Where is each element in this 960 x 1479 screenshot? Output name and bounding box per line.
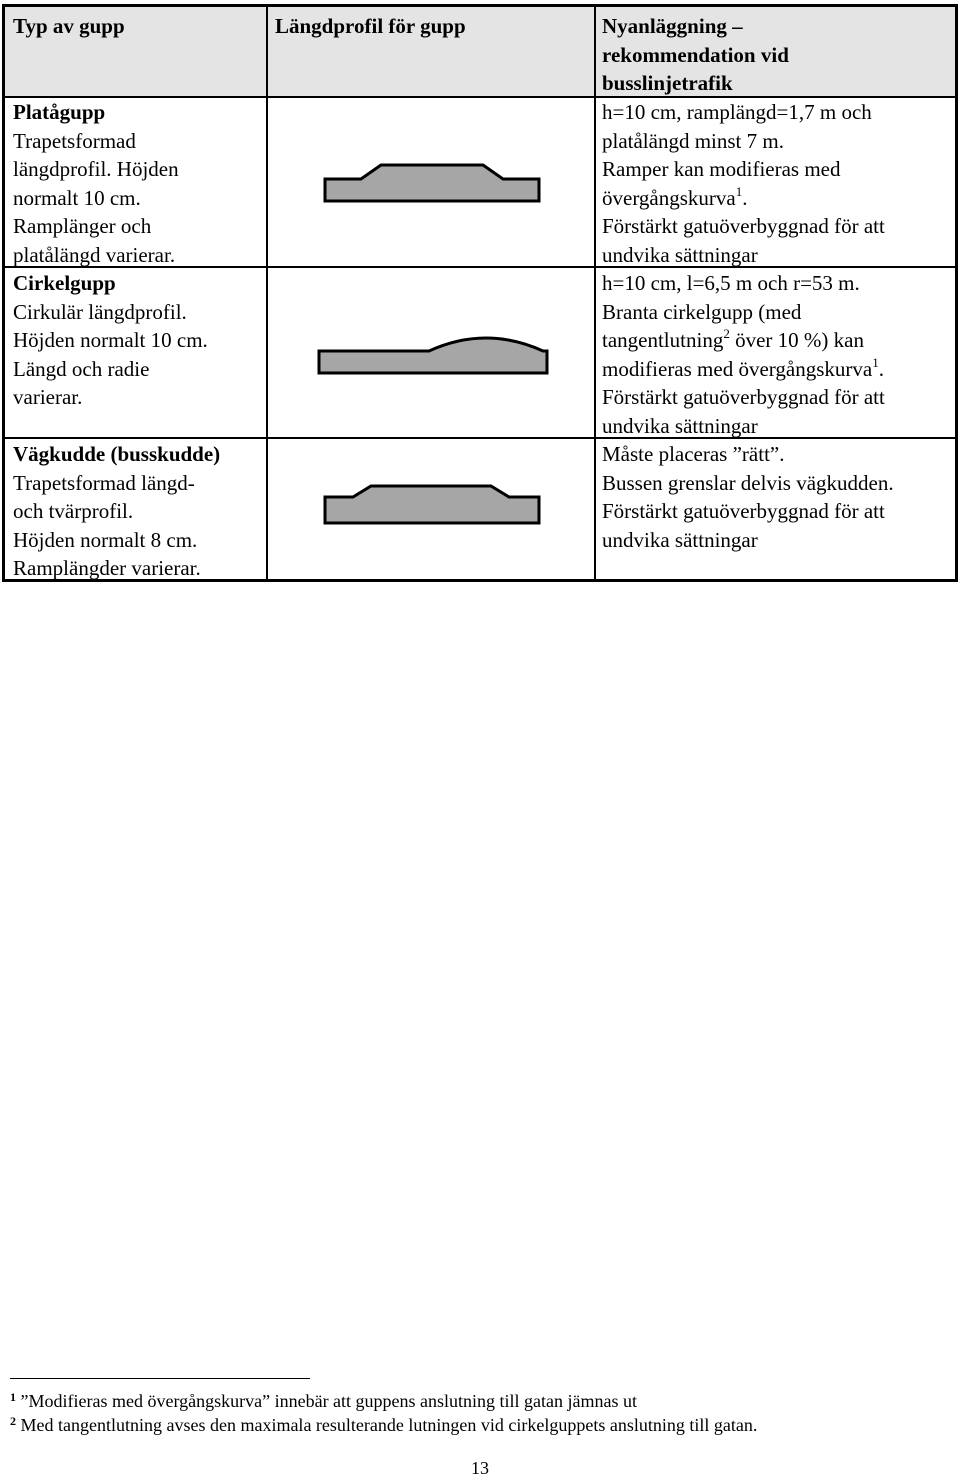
footnote-ref: 1 [735, 183, 743, 199]
footnote-1 [10, 1390, 637, 1412]
footnote-ref: 1 [872, 354, 879, 370]
recommendation-text: . Förstärkt gatuöverbyggnad för att undvika sättningar [602, 356, 885, 438]
speed-bump-table [2, 4, 958, 582]
cushion-profile-icon [323, 482, 547, 527]
header-profile: Längdprofil för gupp [275, 14, 466, 38]
footnote-mark: 1 [10, 1390, 16, 1404]
recommendation-text: . Förstärkt gatuöverbyggnad för att undvika sättningar [602, 185, 885, 267]
column-divider [594, 7, 596, 579]
row-plateau-recommendation [602, 98, 954, 269]
type-title: Platågupp [13, 100, 106, 124]
row-plateau-type [13, 98, 263, 269]
row-cushion-recommendation: Måste placeras ”rätt”. Bussen grenslar delvis vägkudden. Förstärkt gatuöverbyggnad för att undvika sättningar [602, 442, 894, 552]
header-recommendation: Nyanläggning – rekommendation vid busslinjetrafik [602, 14, 789, 95]
footnote-text: Med tangentlutning avses den maximala resulterande lutningen vid cirkelguppets anslutning till gatan. [16, 1415, 758, 1435]
row-circular-recommendation [602, 269, 954, 440]
plateau-profile-icon [323, 159, 547, 204]
circular-profile-icon [317, 334, 551, 376]
header-type: Typ av gupp [13, 14, 125, 38]
footnote-2 [10, 1414, 757, 1436]
page-number: 13 [471, 1458, 489, 1478]
recommendation-text: h=10 cm, ramplängd=1,7 m och platålängd minst 7 m. Ramper kan modifieras med övergångskurva [602, 100, 872, 210]
recommendation-text: över 10 %) kan modifieras med övergångskurva [602, 328, 873, 381]
row-circular-type [13, 269, 263, 412]
row-cushion-type [13, 440, 263, 583]
footnote-ref: 2 [723, 326, 730, 341]
footnote-text: ”Modifieras med övergångskurva” innebär att guppens anslutning till gatan jämnas ut [16, 1391, 638, 1411]
type-title: Vägkudde (busskudde) [13, 442, 221, 466]
footnote-mark: 2 [10, 1414, 16, 1428]
footnote-separator [10, 1378, 310, 1379]
type-description: Cirkulär längdprofil. Höjden normalt 10 cm. Längd och radie varierar. [13, 299, 208, 409]
type-description: Trapetsformad längd- och tvärprofil. Höjden normalt 8 cm. Ramplängder varierar. [13, 470, 201, 580]
recommendation-text: h=10 cm, l=6,5 m och r=53 m. Branta cirkelgupp (med tangentlutning [602, 271, 860, 352]
type-title: Cirkelgupp [13, 271, 116, 295]
column-divider [266, 7, 268, 579]
type-description: Trapetsformad längdprofil. Höjden normalt 10 cm. Ramplänger och platålängd varierar. [13, 128, 179, 267]
